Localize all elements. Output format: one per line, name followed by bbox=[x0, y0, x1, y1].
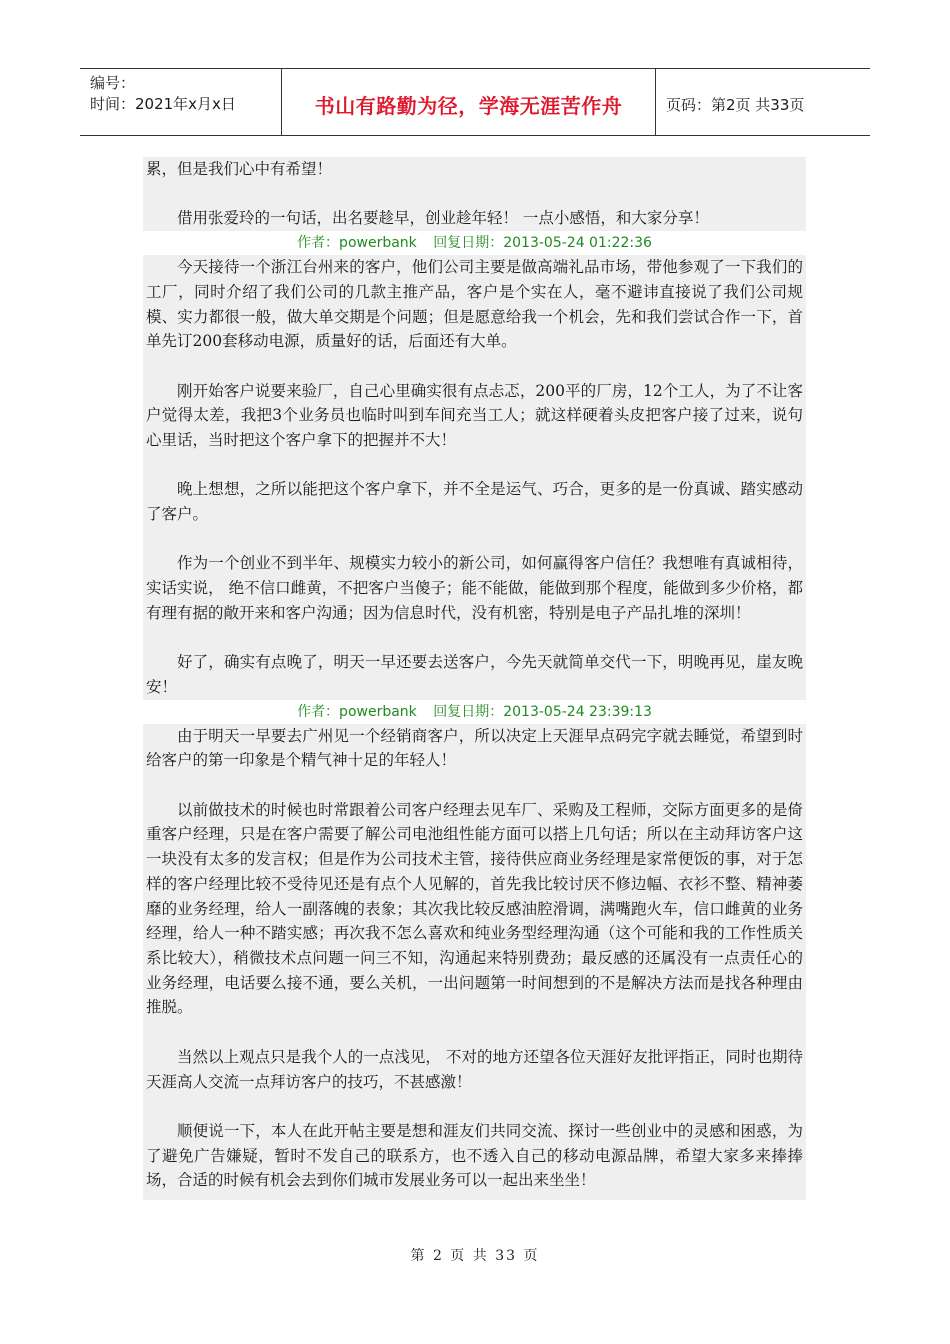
post-paragraph: 当然以上观点只是我个人的一点浅见， 不对的地方还望各位天涯好友批评指正，同时也期待天涯高人交流一点拜访客户的技巧，不甚感激！ bbox=[146, 1047, 803, 1091]
post-paragraph: 今天接待一个浙江台州来的客户，他们公司主要是做高端礼品市场，带他参观了一下我们的工厂，同时介绍了我们公司的几款主推产品，客户是个实在人，毫不避讳直接说了我们公司规模、实力都很一般，做大单交期是个问题；但是愿意给我一个机会，先和我们尝试合作一下，首单先订200套移动电源，质量好的话，后面还有大单。 bbox=[146, 258, 803, 351]
post-paragraph: 以前做技术的时候也时常跟着公司客户经理去见车厂、采购及工程师，交际方面更多的是倚重客户经理，只是在客户需要了解公司电池组性能方面可以搭上几句话；所以在主动拜访客户这一块没有太多的发言权；但是作为公司技术主管，接待供应商业务经理是家常便饭的事，对于怎样的客户经理比较不受待见还是有点个人见解的，首先我比较讨厌不修边幅、衣衫不整、精神萎靡的业务经理，给人一副落魄的表象；其次我比较反感油腔滑调，满嘴跑火车，信口雌黄的业务经理，给人一种不踏实感；再次我不怎么喜欢和纯业务型经理沟通（这个可能和我的工作性质关系比较大），稍微技术点问题一问三不知，沟通起来特别费劲；最反感的还属没有一点责任心的业务经理，电话要么接不通，要么关机，一出问题第一时间想到的不是解决方法而是找各种理由推脱。 bbox=[146, 800, 803, 1017]
footer-page-number: 第 2 页 共 33 页 bbox=[410, 1248, 540, 1264]
reply-date: 回复日期：2013-05-24 23:39:13 bbox=[433, 703, 652, 720]
page-footer bbox=[0, 1245, 950, 1265]
post-paragraph: 好了，确实有点晚了，明天一早还要去送客户，今先天就简单交代一下，明晚再见，崖友晚安！ bbox=[146, 653, 803, 696]
post-paragraph: 累，但是我们心中有希望！ bbox=[146, 160, 333, 178]
post-paragraph: 作为一个创业不到半年、规模实力较小的新公司，如何赢得客户信任？我想唯有真诚相待，实话实说， 绝不信口雌黄，不把客户当傻子；能不能做，能做到那个程度，能做到多少价格，都有理有据的敞开来和客户沟通；因为信息时代，没有机密，特别是电子产品扎堆的深圳！ bbox=[146, 554, 803, 622]
header-page-info: 页码：第2页 共33页 bbox=[666, 95, 805, 114]
post-paragraph: 由于明天一早要去广州见一个经销商客户，所以决定上天涯早点码完字就去睡觉，希望到时给客户的第一印象是个精气神十足的年轻人！ bbox=[146, 726, 803, 770]
header-motto: 书山有路勤为径，学海无涯苦作舟 bbox=[314, 93, 623, 118]
post-paragraph: 晚上想想，之所以能把这个客户拿下，并不全是运气、巧合，更多的是一份真诚、踏实感动了客户。 bbox=[146, 480, 803, 524]
time-label: 时间：2021年x月x日 bbox=[90, 95, 236, 113]
header-motto-cell bbox=[282, 69, 656, 135]
reply-meta bbox=[143, 231, 806, 255]
reply-author: 作者：powerbank bbox=[297, 703, 417, 720]
reply-date: 回复日期：2013-05-24 01:22:36 bbox=[433, 235, 652, 252]
post-paragraph: 刚开始客户说要来验厂，自己心里确实很有点忐忑，200平的厂房，12个工人，为了不让客户觉得太差，我把3个业务员也临时叫到车间充当工人；就这样硬着头皮把客户接了过来，说句心里话，当时把这个客户拿下的把握并不大！ bbox=[146, 381, 803, 449]
reply-author: 作者：powerbank bbox=[297, 235, 417, 252]
header-page-cell bbox=[656, 69, 870, 135]
number-label: 编号： bbox=[90, 74, 136, 92]
post-paragraph: 顺便说一下，本人在此开帖主要是想和涯友们共同交流、探讨一些创业中的灵感和困惑，为了避免广告嫌疑，暂时不发自己的联系方，也不透入自己的移动电源品牌，希望大家多来捧捧场，合适的时候有机会去到你们城市发展业务可以一起出来坐坐！ bbox=[146, 1121, 803, 1190]
post-paragraph: 借用张爱玲的一句话，出名要趁早，创业趁年轻！ 一点小感悟，和大家分享！ bbox=[177, 209, 709, 228]
header-meta-cell bbox=[80, 69, 282, 135]
document-header bbox=[80, 68, 870, 136]
reply-meta bbox=[143, 700, 806, 724]
forum-content bbox=[143, 157, 806, 1200]
